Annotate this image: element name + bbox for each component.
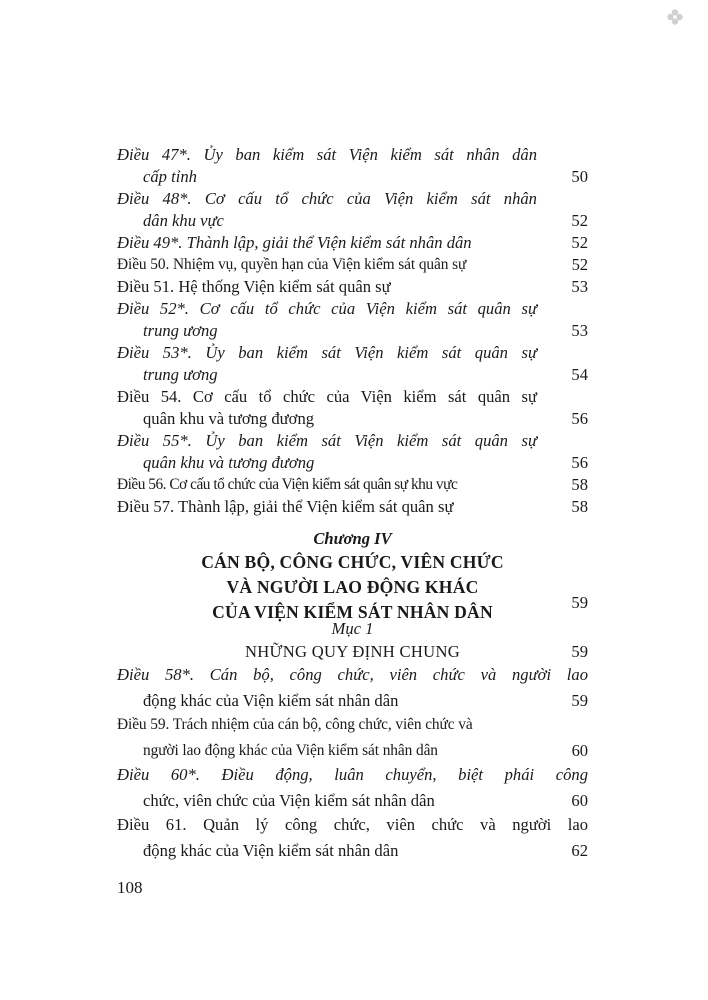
- toc-entry: [117, 254, 588, 276]
- article-label: Điều 61.: [117, 815, 187, 834]
- toc-entry-line: [117, 814, 588, 836]
- article-title-part: Cơ cấu tổ chức của Viện kiểm sát quân sự: [199, 299, 537, 318]
- chapter-heading-line: CỦA VIỆN KIỂM SÁT NHÂN DÂN: [212, 602, 493, 622]
- article-title-part: Nhiệm vụ, quyền hạn của Viện kiểm sát quân sự: [172, 256, 467, 273]
- page-number: 59: [571, 593, 588, 612]
- toc-entry-line: [117, 364, 588, 386]
- article-title-part: quân khu và tương đương: [143, 409, 315, 428]
- page-number: 58: [571, 475, 588, 494]
- article-label: Điều 53*.: [117, 343, 192, 362]
- article-title-part: Hệ thống Viện kiểm sát quân sự: [178, 277, 391, 296]
- toc-entry: [117, 430, 588, 474]
- article-title-part: Quản lý công chức, viên chức và người lao: [203, 815, 588, 834]
- page-number: 53: [571, 277, 588, 296]
- toc-entry: [117, 664, 588, 712]
- article-label: Điều 55*.: [117, 431, 192, 450]
- toc-entry: [117, 276, 588, 298]
- toc-entry: [117, 496, 588, 518]
- page-number: 52: [571, 255, 588, 274]
- article-label: Điều 47*.: [117, 145, 191, 164]
- toc-entry: [117, 714, 588, 762]
- article-title-part: Thành lập, giải thể Viện kiểm sát quân sự: [178, 497, 454, 516]
- toc-entry-line: [117, 840, 588, 862]
- article-label: Điều 48*.: [117, 189, 192, 208]
- article-title-part: Cơ cấu tổ chức của Viện kiểm sát nhân: [204, 189, 537, 208]
- page-number: 56: [571, 453, 588, 472]
- page-number: 54: [571, 365, 588, 384]
- page-number: 58: [571, 497, 588, 516]
- article-title-part: Ủy ban kiểm sát Viện kiểm sát quân sự: [205, 431, 537, 450]
- section-title: Mục 1: [331, 619, 374, 638]
- toc-entry-line: [117, 254, 588, 276]
- article-title-part: Thành lập, giải thể Viện kiểm sát nhân dân: [186, 233, 472, 252]
- toc-entry-line: [117, 714, 588, 736]
- toc-entry: [117, 764, 588, 812]
- article-title-part: cấp tỉnh: [143, 167, 197, 186]
- chapter-heading-line: CÁN BỘ, CÔNG CHỨC, VIÊN CHỨC: [201, 552, 504, 572]
- page-number: 50: [571, 167, 588, 186]
- chapter-page-row: [117, 590, 588, 615]
- article-title-part: chức, viên chức của Viện kiểm sát nhân dân: [143, 791, 435, 810]
- article-label: Điều 59.: [117, 716, 170, 733]
- section-page-row: [117, 640, 588, 664]
- article-title-part: trung ương: [143, 365, 218, 384]
- toc-entry: [117, 342, 588, 386]
- toc-entry-line: [117, 408, 588, 430]
- article-label: Điều 54.: [117, 387, 182, 406]
- toc-entry-line: [117, 144, 537, 166]
- article-label: Điều 56.: [117, 476, 167, 493]
- toc-entry-line: [117, 298, 537, 320]
- toc-entry-line: [117, 430, 537, 452]
- page-number: 53: [571, 321, 588, 340]
- toc-entry: [117, 144, 588, 188]
- toc-entry-line: [117, 166, 588, 188]
- page-number: 52: [571, 233, 588, 252]
- toc-entry: [117, 386, 588, 430]
- article-label: Điều 57.: [117, 497, 175, 516]
- toc-entry: [117, 188, 588, 232]
- toc-entry-line: [117, 232, 588, 254]
- toc-entry: [117, 232, 588, 254]
- article-title-part: động khác của Viện kiểm sát nhân dân: [143, 841, 399, 860]
- article-title-part: Ủy ban kiểm sát Viện kiểm sát quân sự: [205, 343, 537, 362]
- chapter-heading-line: VÀ NGƯỜI LAO ĐỘNG KHÁC: [226, 577, 479, 597]
- page-number: 62: [571, 841, 588, 860]
- toc-entry: [117, 298, 588, 342]
- footer-page-number: 108: [117, 878, 143, 897]
- toc-entry-line: [117, 496, 588, 518]
- toc-entry-line: [117, 386, 537, 408]
- chapter-title: Chương IV: [313, 529, 392, 548]
- toc-entry-line: [117, 452, 588, 474]
- article-title-part: dân khu vực: [143, 211, 224, 230]
- toc-entry-line: [117, 276, 588, 298]
- toc-entry-line: [117, 342, 537, 364]
- toc-entry-line: [117, 210, 588, 232]
- toc-entry-line: [117, 790, 588, 812]
- article-title-part: động khác của Viện kiểm sát nhân dân: [143, 691, 399, 710]
- article-title-part: Cán bộ, công chức, viên chức và người lao: [209, 665, 588, 684]
- article-label: Điều 50.: [117, 256, 170, 273]
- article-title-part: Cơ cấu tổ chức của Viện kiểm sát quân sự: [192, 387, 537, 406]
- toc-entry-line: [117, 764, 588, 786]
- page-number: 60: [571, 741, 588, 760]
- article-label: Điều 52*.: [117, 299, 189, 318]
- flower-watermark-icon: [666, 8, 684, 26]
- toc-entry-line: [117, 690, 588, 712]
- article-label: Điều 49*.: [117, 233, 183, 252]
- page-number: 60: [571, 791, 588, 810]
- section-heading-text: NHỮNG QUY ĐỊNH CHUNG: [244, 642, 461, 661]
- article-title-part: Cơ cấu tổ chức của Viện kiểm sát quân sự khu vực: [169, 476, 458, 493]
- article-title-part: quân khu và tương đương: [143, 453, 315, 472]
- toc-entry-line: [117, 320, 588, 342]
- page-number: 59: [571, 691, 588, 710]
- toc-entry: [117, 814, 588, 862]
- article-title-part: Ủy ban kiểm sát Viện kiểm sát nhân dân: [203, 145, 538, 164]
- article-label: Điều 51.: [117, 277, 175, 296]
- page-number: 56: [571, 409, 588, 428]
- toc-entry-line: [117, 474, 588, 496]
- toc-entry-line: [117, 664, 588, 686]
- toc-entry-line: [117, 740, 588, 762]
- toc-entry-line: [117, 188, 537, 210]
- article-label: Điều 58*.: [117, 665, 195, 684]
- toc-entry: [117, 474, 588, 496]
- article-title-part: Điều động, luân chuyển, biệt phái công: [221, 765, 588, 784]
- article-title-part: trung ương: [143, 321, 218, 340]
- page-number: 59: [571, 642, 588, 661]
- article-title-part: Trách nhiệm của cán bộ, công chức, viên chức và: [172, 716, 473, 733]
- page-number: 52: [571, 211, 588, 230]
- article-title-part: người lao động khác của Viện kiểm sát nhân dân: [143, 742, 438, 759]
- article-label: Điều 60*.: [117, 765, 200, 784]
